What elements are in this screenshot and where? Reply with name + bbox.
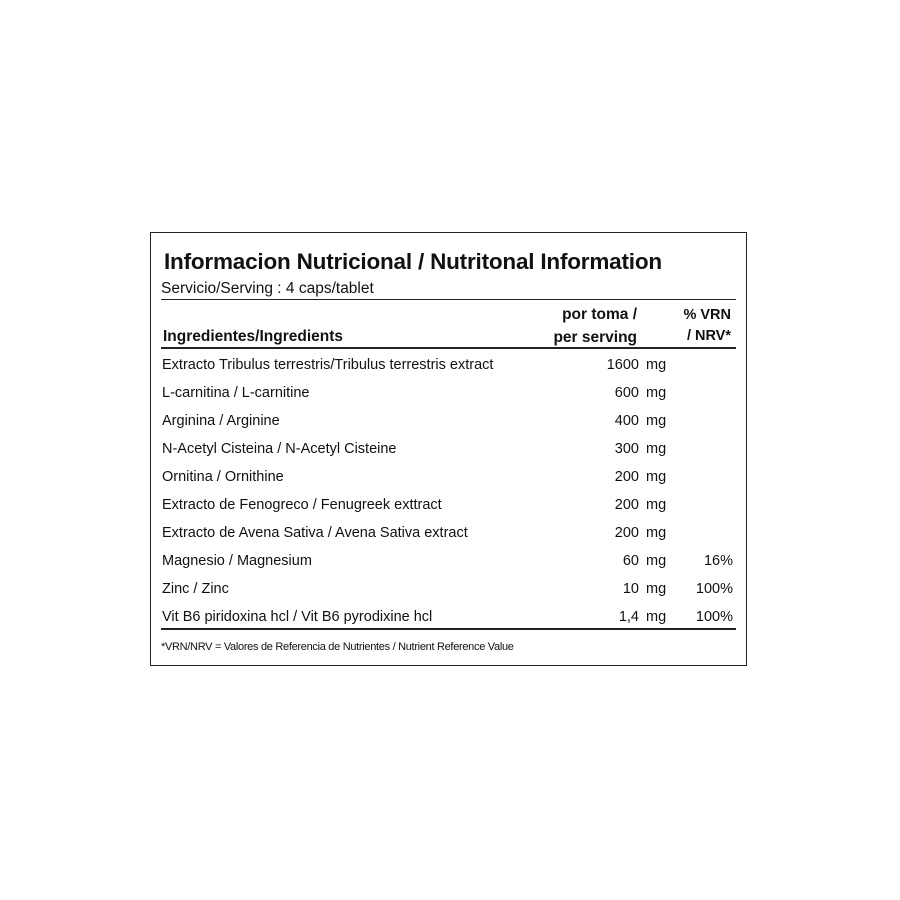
ingredient-name: N-Acetyl Cisteina / N-Acetyl Cisteine bbox=[162, 441, 397, 457]
ingredient-unit: mg bbox=[646, 497, 667, 513]
ingredient-name: L-carnitina / L-carnitine bbox=[162, 385, 310, 401]
ingredient-unit: mg bbox=[646, 469, 667, 485]
table-row bbox=[151, 464, 748, 492]
ingredient-amount: 400 bbox=[614, 413, 639, 429]
ingredient-amount: 60 bbox=[622, 553, 639, 569]
table-row bbox=[151, 520, 748, 548]
ingredient-amount: 200 bbox=[614, 497, 639, 513]
ingredient-amount: 600 bbox=[614, 385, 639, 401]
header-vrn-line2: / NRV* bbox=[686, 328, 731, 344]
ingredient-amount: 300 bbox=[614, 441, 639, 457]
divider-bottom bbox=[161, 628, 736, 630]
ingredient-amount: 200 bbox=[614, 525, 639, 541]
ingredient-unit: mg bbox=[646, 357, 667, 373]
table-row bbox=[151, 576, 748, 604]
ingredient-unit: mg bbox=[646, 609, 667, 625]
ingredient-name: Extracto de Fenogreco / Fenugreek exttract bbox=[162, 497, 442, 513]
table-row bbox=[151, 352, 748, 380]
ingredient-unit: mg bbox=[646, 525, 667, 541]
ingredient-unit: mg bbox=[646, 385, 667, 401]
ingredient-name: Arginina / Arginine bbox=[162, 413, 280, 429]
ingredient-amount: 1600 bbox=[606, 357, 639, 373]
ingredient-unit: mg bbox=[646, 553, 667, 569]
ingredient-amount: 1,4 bbox=[618, 609, 639, 625]
ingredient-rows bbox=[151, 352, 748, 632]
table-row bbox=[151, 408, 748, 436]
ingredient-amount: 200 bbox=[614, 469, 639, 485]
footnote: *VRN/NRV = Valores de Referencia de Nutrientes / Nutrient Reference Value bbox=[161, 641, 514, 653]
ingredient-unit: mg bbox=[646, 441, 667, 457]
table-row bbox=[151, 380, 748, 408]
ingredient-amount: 10 bbox=[622, 581, 639, 597]
ingredient-vrn: 100% bbox=[695, 609, 733, 625]
header-vrn bbox=[683, 305, 731, 347]
header-per-serving-line1: por toma / bbox=[562, 306, 637, 323]
ingredient-unit: mg bbox=[646, 581, 667, 597]
divider-header bbox=[161, 347, 736, 349]
serving-size: Servicio/Serving : 4 caps/tablet bbox=[161, 280, 374, 297]
header-ingredients: Ingredientes/Ingredients bbox=[163, 328, 344, 345]
ingredient-name: Extracto Tribulus terrestris/Tribulus terrestris extract bbox=[162, 357, 494, 373]
header-per-serving bbox=[553, 303, 637, 349]
ingredient-name: Extracto de Avena Sativa / Avena Sativa extract bbox=[162, 525, 468, 541]
ingredient-unit: mg bbox=[646, 413, 667, 429]
header-vrn-line1: % VRN bbox=[683, 307, 731, 323]
nutrition-panel bbox=[150, 232, 747, 666]
ingredient-vrn: 16% bbox=[703, 553, 733, 569]
ingredient-name: Zinc / Zinc bbox=[162, 581, 229, 597]
ingredient-vrn: 100% bbox=[695, 581, 733, 597]
header-per-serving-line2: per serving bbox=[553, 329, 637, 346]
panel-title: Informacion Nutricional / Nutritonal Information bbox=[164, 249, 662, 274]
divider-top bbox=[161, 299, 736, 300]
table-row bbox=[151, 436, 748, 464]
ingredient-name: Ornitina / Ornithine bbox=[162, 469, 284, 485]
ingredient-name: Vit B6 piridoxina hcl / Vit B6 pyrodixine hcl bbox=[162, 609, 433, 625]
table-row bbox=[151, 548, 748, 576]
table-row bbox=[151, 492, 748, 520]
ingredient-name: Magnesio / Magnesium bbox=[162, 553, 312, 569]
